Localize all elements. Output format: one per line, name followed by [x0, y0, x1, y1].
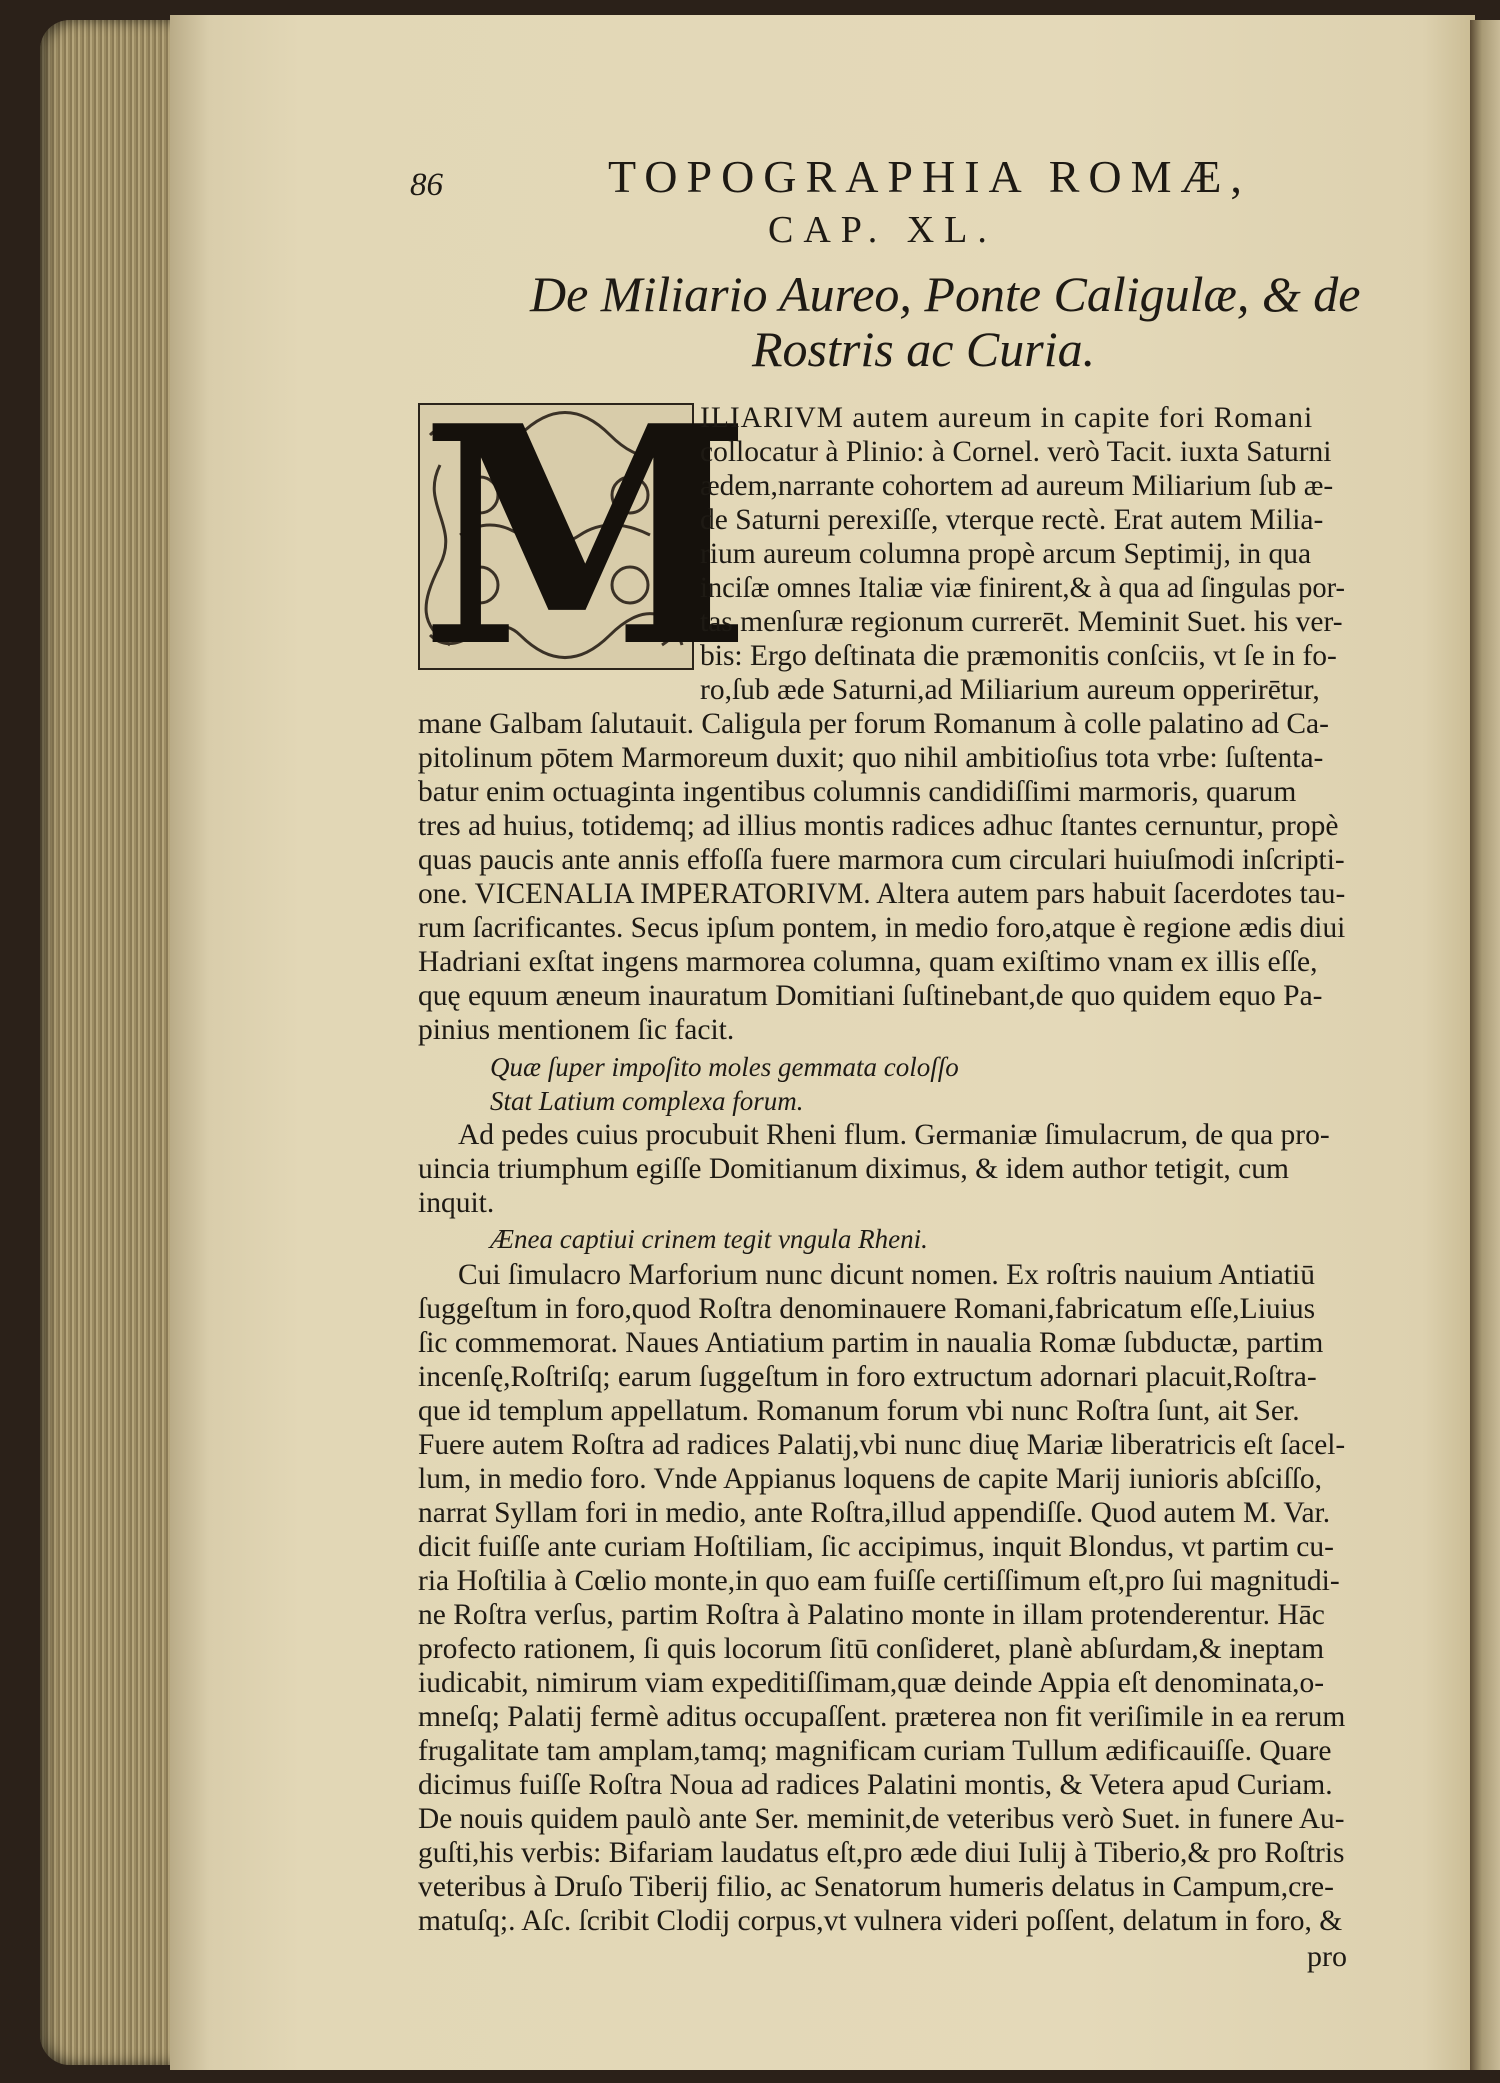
- text-line: ædem,narrante cohortem ad aureum Miliarium ſub æ-: [700, 470, 1334, 502]
- text-line: dicit fuiſſe ante curiam Hoſtiliam, ſic accipimus, inquit Blondus, vt partim cu-: [418, 1531, 1334, 1563]
- text-line: batur enim octuaginta ingentibus columnis candidiſſimi marmoris, quarum: [418, 776, 1297, 808]
- text-line: de Saturni perexiſſe, vterque rectè. Erat autem Milia-: [700, 504, 1324, 536]
- text-line: pitolinum pōtem Marmoreum duxit; quo nihil ambitioſius tota vrbe: ſuſtenta-: [418, 742, 1324, 774]
- text-line: ſic commemorat. Naues Antiatium partim in naualia Romæ ſubductæ, partim: [418, 1327, 1324, 1359]
- text-line: que id templum appellatum. Romanum forum vbi nunc Roſtra ſunt, ait Ser.: [418, 1395, 1300, 1427]
- page-number: 86: [410, 167, 443, 203]
- text-line: one. VICENALIA IMPERATORIVM. Altera autem pars habuit ſacerdotes tau-: [418, 878, 1346, 910]
- verse-line: Stat Latium complexa forum.: [490, 1086, 804, 1116]
- catchword: pro: [1307, 1940, 1347, 1973]
- text-line: De nouis quidem paulò ante Ser. meminit,de veteribus verò Suet. in funere Au-: [418, 1803, 1345, 1835]
- text-line: ſuggeſtum in foro,quod Roſtra denominauere Romani,fabricatum eſſe,Liuius: [418, 1293, 1316, 1325]
- text-line: veteribus à Druſo Tiberij filio, ac Senatorum humeris delatus in Campum,cre-: [418, 1871, 1334, 1903]
- text-line: collocatur à Plinio: à Cornel. verò Tacit. iuxta Saturni: [700, 436, 1332, 468]
- text-line: iudicabit, nimirum viam expeditiſſimam,quæ deinde Appia eſt denominata,o-: [418, 1667, 1325, 1699]
- text-line: quas paucis ante annis effoſſa fuere marmora cum circulari huiuſmodi inſcripti-: [418, 844, 1345, 876]
- chapter-title-line-1: De Miliario Aureo, Ponte Caligulæ, & de: [530, 266, 1361, 322]
- text-line: lum, in medio foro. Vnde Appianus loquens de capite Marij iunioris abſciſſo,: [418, 1463, 1322, 1495]
- text-line: incenſę,Roſtriſq; earum ſuggeſtum in foro extructum adornari placuit,Roſtra-: [418, 1361, 1317, 1393]
- text-line: ro,ſub æde Saturni,ad Miliarium aureum opperirētur,: [700, 674, 1320, 706]
- text-line: ria Hoſtilia à Cœlio monte,in quo eam fuiſſe certiſſimum eſt,pro ſui magnitudi-: [418, 1565, 1340, 1597]
- text-line: frugalitate tam amplam,tamq; magnificam curiam Tullum ædificauiſſe. Quare: [418, 1735, 1332, 1767]
- text-line: inquit.: [418, 1187, 495, 1219]
- running-head: TOPOGRAPHIA ROMÆ,: [608, 151, 1251, 202]
- text-line: rium aureum columna propè arcum Septimij, in qua: [700, 538, 1312, 570]
- text-line: tres ad huius, totidemq; ad illius montis radices adhuc ſtantes cernuntur, propè: [418, 810, 1339, 842]
- text-line: narrat Syllam fori in medio, ante Roſtra,illud appendiſſe. Quod autem M. Var.: [418, 1497, 1331, 1529]
- book-fore-edge: [40, 20, 180, 2065]
- text-line: tas menſuræ regionum currerēt. Meminit Suet. his ver-: [700, 606, 1343, 638]
- text-line: pinius mentionem ſic facit.: [418, 1014, 735, 1046]
- text-line: rum ſacrificantes. Secus ipſum pontem, in medio foro,atque è regione ædis diui: [418, 912, 1346, 944]
- text-line: mneſq; Palatij fermè aditus occupaſſent. præterea non fit veriſimile in ea rerum: [418, 1701, 1346, 1733]
- verse-line: Quæ ſuper impoſito moles gemmata coloſſo: [490, 1052, 959, 1082]
- verse-line: Ænea captiui crinem tegit vngula Rheni.: [490, 1224, 928, 1254]
- text-line: mane Galbam ſalutauit. Caligula per forum Romanum à colle palatino ad Ca-: [418, 708, 1329, 740]
- text-line: bis: Ergo deſtinata die præmonitis conſciis, vt ſe in fo-: [700, 640, 1337, 672]
- text-line: guſti,his verbis: Bifariam laudatus eſt,pro æde diui Iulij à Tiberio,& pro Roſtris: [418, 1837, 1345, 1869]
- text-line: Ad pedes cuius procubuit Rheni flum. Germaniæ ſimulacrum, de qua pro-: [458, 1119, 1330, 1151]
- text-line: uincia triumphum egiſſe Domitianum diximus, & idem author tetigit, cum: [418, 1153, 1289, 1185]
- drop-cap-letter: M: [420, 360, 753, 713]
- text-line: ILIARIVM autem aureum in capite fori Romani: [700, 402, 1314, 434]
- chapter-title-line-2: Rostris ac Curia.: [752, 321, 1096, 377]
- text-line: dicimus fuiſſe Roſtra Noua ad radices Palatini montis, & Vetera apud Curiam.: [418, 1769, 1333, 1801]
- text-line: Cui ſimulacro Marforium nunc dicunt nomen. Ex roſtris nauium Antiatiū: [458, 1259, 1315, 1291]
- text-line: ne Roſtra verſus, partim Roſtra à Palatino monte in illam protenderentur. Hāc: [418, 1599, 1325, 1631]
- text-line: inciſæ omnes Italiæ viæ finirent,& à qua ad ſingulas por-: [700, 572, 1345, 604]
- text-line: matuſq;. Aſc. ſcribit Clodij corpus,vt vulnera videri poſſent, delatum in foro, &: [418, 1905, 1343, 1937]
- text-line: quę equum æneum inauratum Domitiani ſuſtinebant,de quo quidem equo Pa-: [418, 980, 1323, 1012]
- chapter-heading: CAP. XL.: [768, 209, 997, 251]
- decorated-initial: [418, 360, 753, 713]
- text-line: Hadriani exſtat ingens marmorea columna, quam exiſtimo vnam ex illis eſſe,: [418, 946, 1318, 978]
- text-line: profecto rationem, ſi quis locorum ſitū conſideret, planè abſurdam,& ineptam: [418, 1633, 1325, 1665]
- text-line: Fuere autem Roſtra ad radices Palatij,vbi nunc diuę Mariæ liberatricis eſt ſacel-: [418, 1429, 1346, 1461]
- book-gutter: [1470, 20, 1500, 2070]
